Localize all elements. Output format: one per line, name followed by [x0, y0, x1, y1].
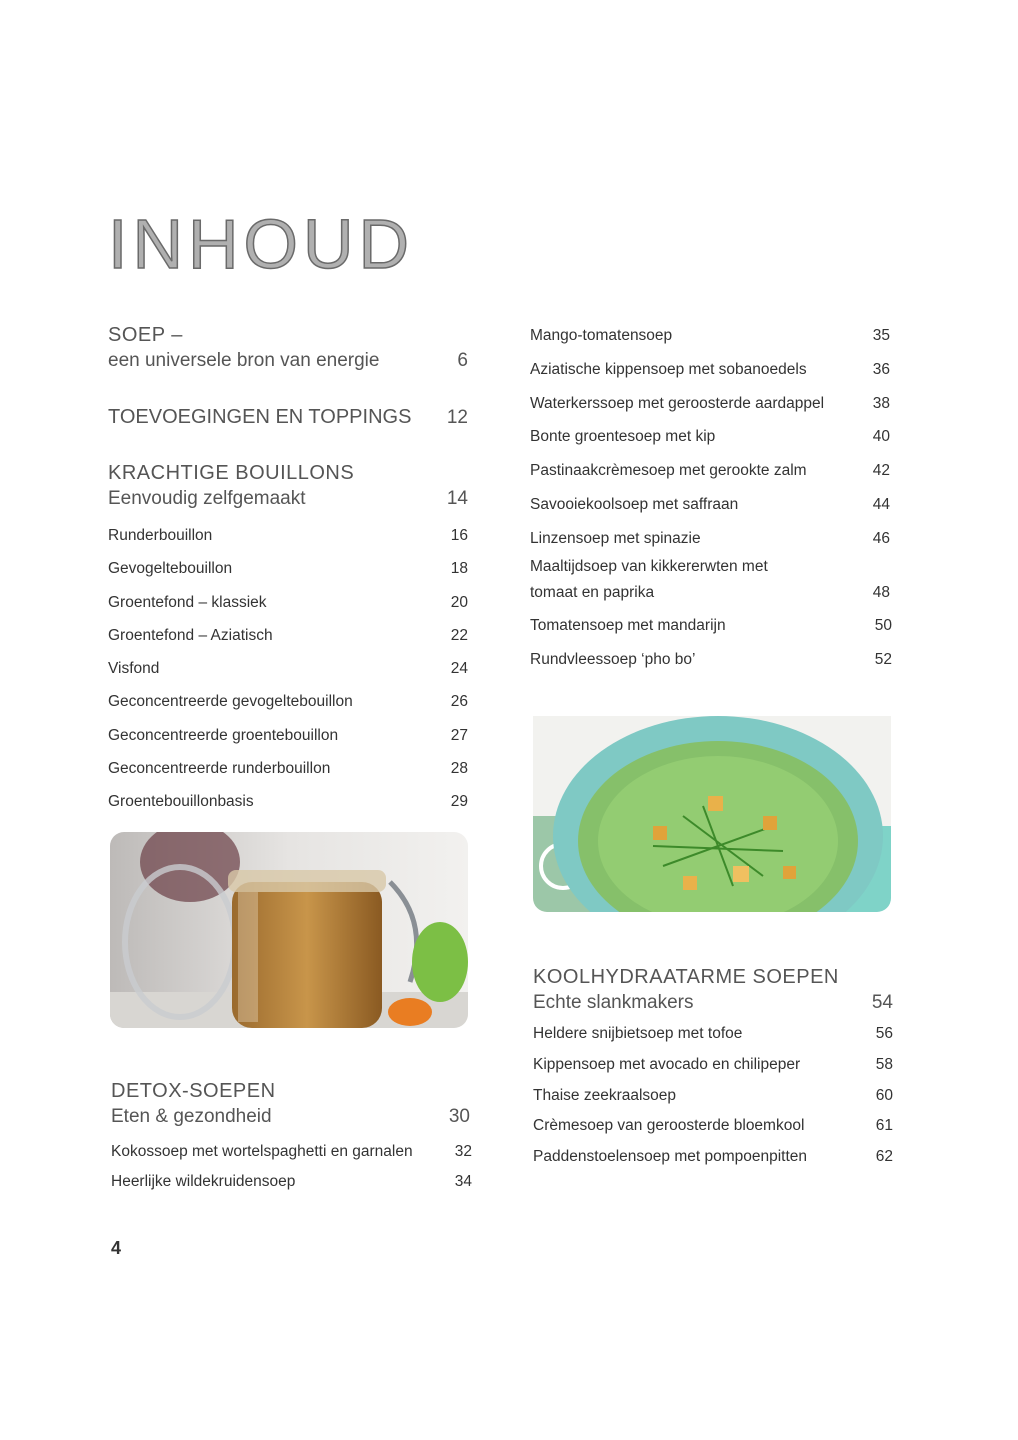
list-item	[108, 559, 468, 579]
section-koolhydraat	[533, 964, 893, 1167]
list-item	[533, 1086, 893, 1106]
list-item-page: 36	[872, 360, 890, 378]
list-item-page: 44	[872, 495, 890, 513]
section-bouillons	[108, 460, 470, 812]
section-heading: SOEP –	[108, 324, 183, 346]
list-item-page: 46	[872, 529, 890, 547]
list-item	[108, 792, 468, 812]
list-item	[108, 759, 468, 779]
section-subtitle: Eenvoudig zelfgemaakt	[108, 488, 306, 509]
list-item-label: Kippensoep met avocado en chilipeper	[533, 1055, 801, 1073]
section-heading-row	[108, 404, 468, 431]
list-item-page: 20	[450, 593, 468, 611]
list-item-label: Heerlijke wildekruidensoep	[111, 1173, 296, 1190]
list-item	[108, 692, 468, 712]
list-item	[530, 326, 890, 346]
list-item	[108, 659, 468, 679]
right-list	[530, 326, 892, 670]
section-page: 12	[446, 407, 468, 428]
list-item-page: 28	[450, 760, 468, 778]
recipe-list	[530, 616, 892, 670]
section-page: 54	[871, 992, 893, 1013]
section-page: 14	[446, 488, 468, 509]
list-item-label: Kokossoep met wortelspaghetti en garnalen	[111, 1143, 413, 1160]
section-sub-row	[111, 1104, 470, 1130]
list-item-label: Aziatische kippensoep met sobanoedels	[530, 360, 807, 378]
list-item-line2	[530, 583, 890, 603]
list-item-label: Crèmesoep van geroosterde bloemkool	[533, 1117, 805, 1135]
list-item-page: 24	[450, 660, 468, 678]
list-item-label: Linzensoep met spinazie	[530, 529, 701, 547]
list-item	[530, 616, 892, 636]
list-item	[530, 360, 890, 380]
list-item-label: Bonte groentesoep met kip	[530, 428, 716, 446]
list-item-page: 40	[872, 428, 890, 446]
list-item-label: Geconcentreerde groentebouillon	[108, 726, 339, 744]
list-item-page: 16	[450, 527, 468, 544]
soup-photo	[533, 716, 891, 912]
list-item-page: 58	[875, 1055, 893, 1073]
list-item-label: Rundvleessoep ‘pho bo’	[530, 650, 696, 668]
list-item-page: 38	[872, 394, 890, 412]
list-item-page: 35	[872, 327, 890, 344]
list-item	[108, 626, 468, 646]
list-item	[530, 650, 892, 670]
list-item-page: 48	[872, 583, 890, 601]
recipe-list	[530, 326, 892, 549]
list-item-label: Pastinaakcrèmesoep met gerookte zalm	[530, 462, 807, 480]
list-item-label: Tomatensoep met mandarijn	[530, 616, 726, 634]
section-heading: KOOLHYDRAATARME SOEPEN	[533, 966, 839, 988]
section-detox	[111, 1078, 473, 1192]
jar-photo	[110, 832, 468, 1028]
section-heading: DETOX-SOEPEN	[111, 1080, 276, 1102]
list-item	[111, 1172, 472, 1192]
detox-list	[111, 1142, 473, 1192]
list-item-label: Maaltijdsoep van kikkererwten met	[530, 557, 768, 575]
list-item	[530, 427, 890, 447]
section-sub-row	[533, 990, 893, 1016]
list-item-page: 26	[450, 693, 468, 711]
list-item	[530, 461, 890, 481]
list-item	[530, 495, 890, 515]
section-subtitle: een universele bron van energie	[108, 350, 380, 371]
list-item-page: 62	[875, 1148, 893, 1166]
jar-image	[110, 832, 468, 1028]
list-item-label: Thaise zeekraalsoep	[533, 1086, 677, 1104]
list-item-label: Heldere snijbietsoep met tofoe	[533, 1025, 743, 1042]
list-item-page: 60	[875, 1086, 893, 1104]
list-item-page: 27	[450, 726, 468, 744]
list-item	[530, 394, 890, 414]
list-item-label: Paddenstoelensoep met pompoenpitten	[533, 1148, 808, 1166]
list-item-page: 52	[874, 650, 892, 668]
list-item-page: 56	[875, 1025, 893, 1042]
list-item-label: Groentebouillonbasis	[108, 793, 254, 811]
list-item	[530, 529, 890, 549]
list-item-label: Gevogeltebouillon	[108, 560, 233, 578]
list-item-label: Savooiekoolsoep met saffraan	[530, 495, 739, 513]
list-item-label: Geconcentreerde runderbouillon	[108, 760, 331, 778]
list-item-page: 34	[454, 1173, 472, 1190]
section-subtitle: Eten & gezondheid	[111, 1106, 272, 1127]
section-toevoegingen	[108, 404, 470, 431]
list-item-page: 61	[875, 1117, 893, 1135]
list-item-page: 32	[454, 1143, 472, 1160]
list-item	[533, 1116, 893, 1136]
list-item	[533, 1024, 893, 1044]
section-subtitle: Echte slankmakers	[533, 992, 694, 1013]
list-item-label: Waterkerssoep met geroosterde aardappel	[530, 394, 825, 412]
bouillon-list	[108, 526, 470, 812]
section-sub-row	[108, 486, 468, 512]
list-item-page: 29	[450, 793, 468, 811]
list-item-label: Groentefond – Aziatisch	[108, 626, 273, 644]
list-item-page: 50	[874, 616, 892, 634]
section-page: 30	[448, 1106, 470, 1127]
list-item	[533, 1147, 893, 1167]
section-heading: KRACHTIGE BOUILLONS	[108, 462, 355, 484]
list-item	[108, 726, 468, 746]
list-item-page: 42	[872, 462, 890, 480]
section-page: 6	[457, 350, 468, 371]
page-title: INHOUD	[108, 205, 415, 283]
koolhydraat-list	[533, 1024, 893, 1167]
list-item-label: Geconcentreerde gevogeltebouillon	[108, 693, 353, 711]
list-item	[111, 1142, 472, 1162]
list-item-label: tomaat en paprika	[530, 583, 655, 601]
list-item	[530, 557, 892, 603]
list-item-label: Mango-tomatensoep	[530, 327, 673, 344]
section-soep	[108, 322, 470, 374]
list-item-line1	[530, 557, 890, 577]
list-item	[108, 593, 468, 613]
list-item-page: 18	[450, 560, 468, 578]
list-item	[108, 526, 468, 546]
list-item	[533, 1055, 893, 1075]
section-sub-row	[108, 348, 468, 374]
soup-image	[533, 716, 891, 912]
list-item-label: Groentefond – klassiek	[108, 593, 267, 611]
page-number: 4	[111, 1238, 122, 1258]
section-heading: TOEVOEGINGEN EN TOPPINGS	[108, 406, 412, 428]
list-item-label: Visfond	[108, 660, 160, 678]
list-item-page: 22	[450, 626, 468, 644]
list-item-label: Runderbouillon	[108, 527, 213, 544]
